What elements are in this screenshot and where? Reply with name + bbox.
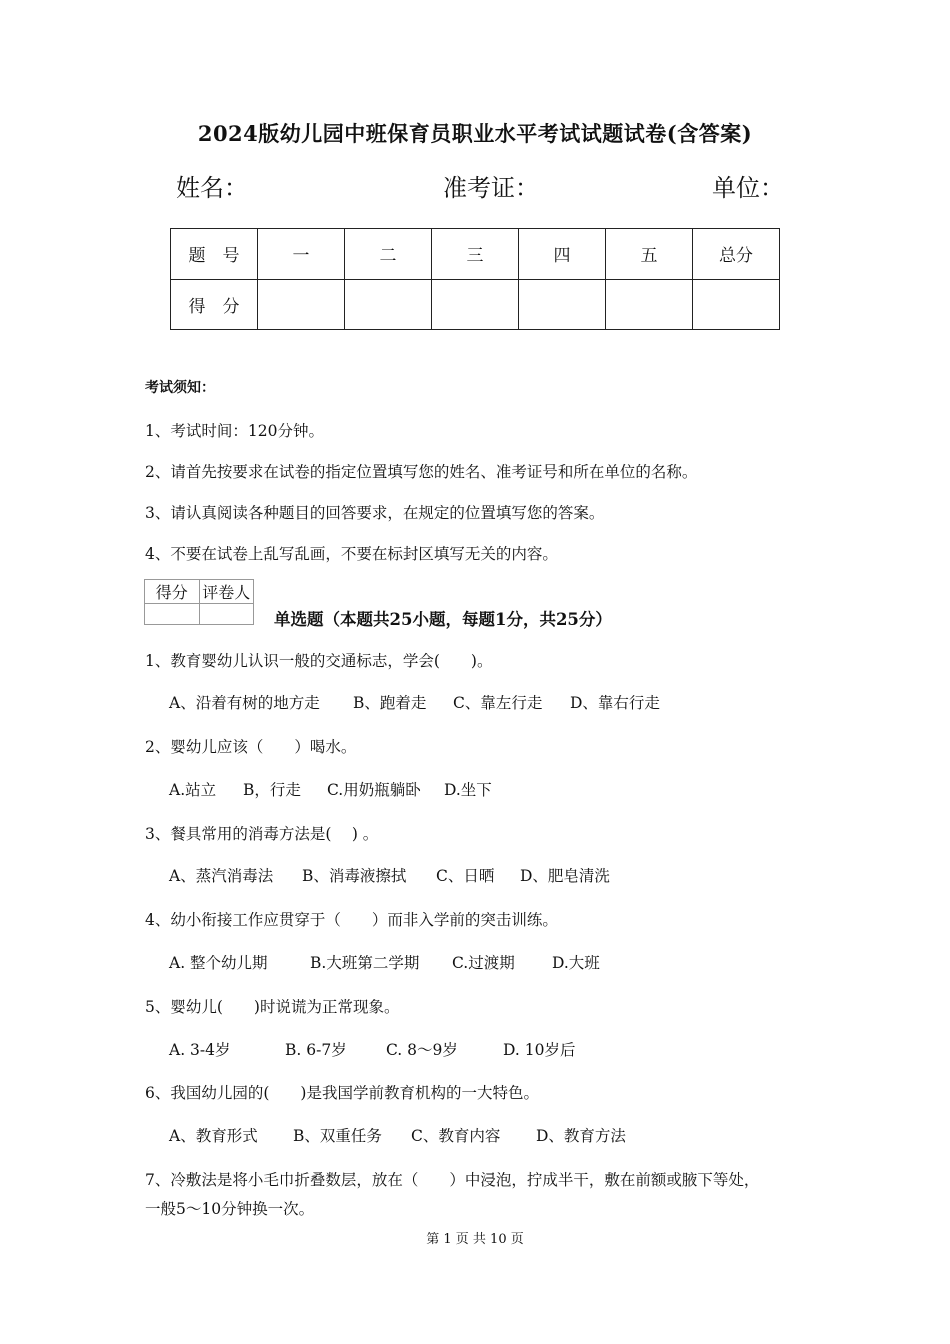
score-table-header-row [171,229,780,280]
document-title: 2024版幼儿园中班保育员职业水平考试试题试卷(含答案) [197,121,753,146]
option: C. 8～9岁 [386,1041,458,1059]
score-table [170,228,780,330]
option: D. 10岁后 [503,1041,576,1059]
name-field-label: 姓名： [176,174,248,202]
option: B、双重任务 [293,1127,382,1145]
question-options [169,951,600,973]
section-title: 单选题（本题共25小题，每题1分，共25分） [274,610,612,629]
option: C.用奶瓶躺卧 [327,781,421,799]
score-cell[interactable] [519,279,606,330]
notice-item: 1、考试时间：120分钟。 [145,422,324,440]
page-footer: 第 1 页 共 10 页 [426,1232,524,1247]
score-header-cell: 三 [432,229,519,280]
option: C、靠左行走 [453,694,543,712]
option: C、日晒 [436,867,495,885]
question-text: 2、婴幼儿应该（ ）喝水。 [145,738,357,756]
score-cell[interactable] [606,279,693,330]
question-text: 6、我国幼儿园的( )是我国学前教育机构的一大特色。 [145,1084,539,1102]
notice-item: 4、不要在试卷上乱写乱画，不要在标封区填写无关的内容。 [145,545,558,563]
notice-item: 3、请认真阅读各种题目的回答要求，在规定的位置填写您的答案。 [145,504,605,522]
option: A. 3-4岁 [169,1041,231,1059]
option: D、靠右行走 [570,694,660,712]
score-header-cell: 题 号 [171,229,258,280]
option: B、消毒液擦拭 [302,867,407,885]
option: A、蒸汽消毒法 [169,867,274,885]
score-cell[interactable] [258,279,345,330]
grader-box-score-label: 得分 [145,580,200,604]
ticket-field-label: 准考证： [443,174,539,202]
score-cell[interactable] [432,279,519,330]
grader-box-score-cell[interactable] [145,604,200,625]
option: C、教育内容 [411,1127,501,1145]
question-text: 1、教育婴幼儿认识一般的交通标志，学会( )。 [145,652,493,670]
question-text: 7、冷敷法是将小毛巾折叠数层，放在（ ）中浸泡，拧成半干，敷在前额或腋下等处， [145,1171,760,1189]
option: B.大班第二学期 [310,954,420,972]
score-header-cell: 二 [345,229,432,280]
option: A、教育形式 [169,1127,258,1145]
option: A、沿着有树的地方走 [169,694,320,712]
question-options [169,691,660,713]
score-header-cell: 一 [258,229,345,280]
option: D、教育方法 [536,1127,626,1145]
question-text: 5、婴幼儿( )时说谎为正常现象。 [145,998,400,1016]
question-text-continuation: 一般5～10分钟换一次。 [145,1200,315,1218]
option: B、跑着走 [353,694,427,712]
grader-box [144,579,254,625]
question-text: 4、幼小衔接工作应贯穿于（ ）而非入学前的突击训练。 [145,911,558,929]
question-options [169,1038,575,1060]
option: C.过渡期 [452,954,515,972]
question-options [169,864,610,886]
notice-heading: 考试须知： [145,380,215,396]
option: B. 6-7岁 [285,1041,347,1059]
question-text: 3、餐具常用的消毒方法是( ) 。 [145,825,379,843]
score-cell[interactable] [693,279,780,330]
option: A. 整个幼儿期 [169,954,268,972]
notice-item: 2、请首先按要求在试卷的指定位置填写您的姓名、准考证号和所在单位的名称。 [145,463,698,481]
question-options [169,778,492,800]
score-cell[interactable] [345,279,432,330]
option: B，行走 [243,781,301,799]
score-row-label: 得 分 [171,279,258,330]
unit-field-label: 单位： [712,174,784,202]
score-header-cell: 四 [519,229,606,280]
option: D、肥皂清洗 [520,867,610,885]
score-table-score-row [171,279,780,330]
option: D.大班 [552,954,600,972]
grader-box-grader-label: 评卷人 [199,580,254,604]
option: A.站立 [169,781,217,799]
question-options [169,1124,626,1146]
option: D.坐下 [444,781,492,799]
score-header-cell: 总分 [693,229,780,280]
grader-box-grader-cell[interactable] [199,604,254,625]
score-header-cell: 五 [606,229,693,280]
